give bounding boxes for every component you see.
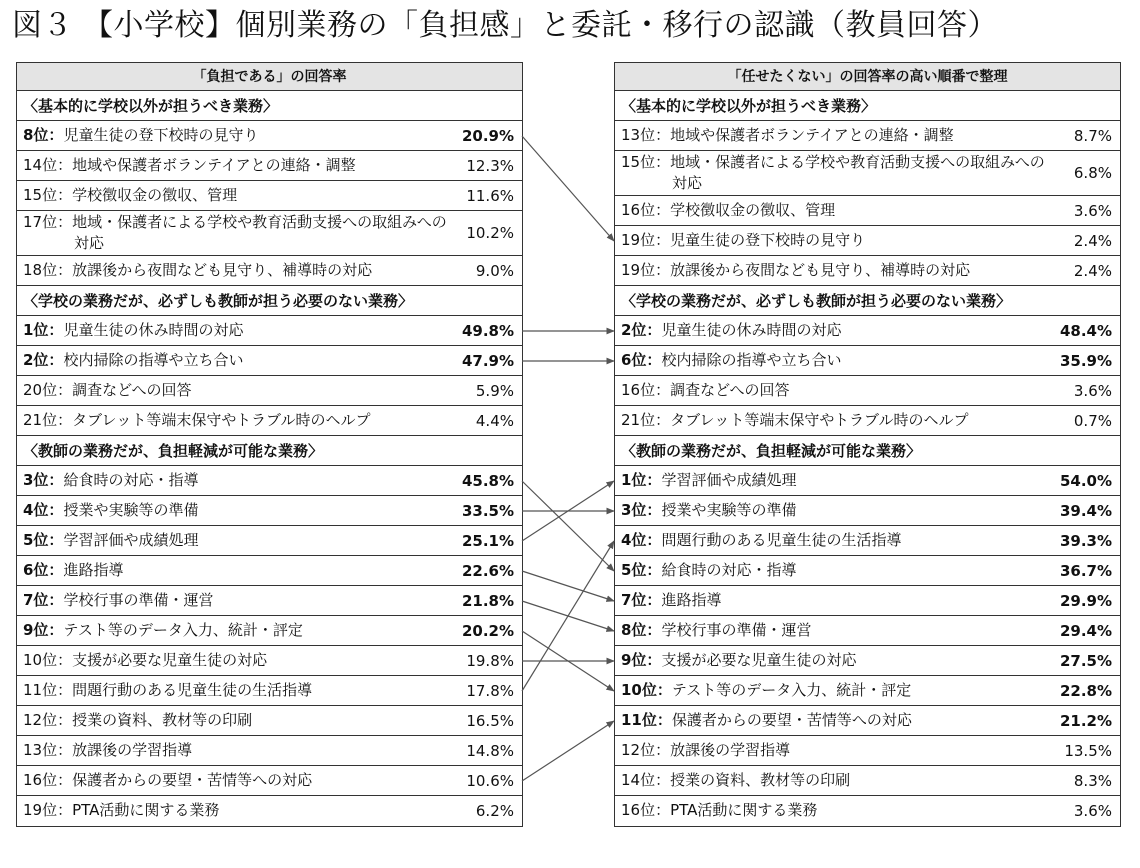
table-row — [17, 766, 522, 796]
task-label: 児童生徒の登下校時の見守り — [670, 231, 866, 249]
table-row — [615, 586, 1120, 616]
percent-value: 21.2% — [1059, 712, 1112, 730]
table-row — [17, 586, 522, 616]
task-label: 児童生徒の休み時間の対応 — [661, 321, 842, 339]
task-label: 給食時の対応・指導 — [63, 471, 199, 489]
percent-value: 36.7% — [1059, 562, 1112, 580]
percent-value: 20.2% — [461, 622, 514, 640]
task-label: 放課後の学習指導 — [72, 741, 193, 759]
percent-value: 3.6% — [1073, 382, 1112, 400]
percent-value: 29.9% — [1059, 592, 1112, 610]
task-label: 学校行事の準備・運営 — [63, 591, 214, 609]
rank-label: 16位： — [621, 381, 671, 399]
rank-label: 16位： — [23, 771, 73, 789]
rank-label: 13位： — [23, 741, 73, 759]
table-row — [17, 736, 522, 766]
task-label: 進路指導 — [661, 591, 722, 609]
rank-label: 8位： — [23, 126, 64, 144]
task-label: タブレット等端末保守やトラブル時のヘルプ — [670, 411, 969, 429]
table-row — [17, 151, 522, 181]
rank-label: 11位： — [621, 711, 672, 729]
table-row — [615, 496, 1120, 526]
table-row — [615, 736, 1120, 766]
table-row — [615, 196, 1120, 226]
table-row — [17, 346, 522, 376]
rank-label: 15位： — [23, 186, 73, 204]
rank-change-arrow — [522, 721, 614, 781]
task-label: 問題行動のある児童生徒の生活指導 — [661, 531, 902, 549]
rank-label: 3位： — [23, 471, 64, 489]
rank-label: 7位： — [23, 591, 64, 609]
left-section-header: 〈基本的に学校以外が担うべき業務〉 — [17, 91, 522, 121]
task-label: テスト等のデータ入力、統計・評定 — [671, 681, 912, 699]
rank-label: 16位： — [621, 801, 671, 819]
table-row — [615, 796, 1120, 826]
task-label: 地域や保護者ボランテイアとの連絡・調整 — [670, 126, 954, 144]
percent-value: 21.8% — [461, 592, 514, 610]
percent-value: 10.2% — [466, 224, 514, 242]
percent-value: 9.0% — [475, 262, 514, 280]
task-label: 保護者からの要望・苦情等への対応 — [671, 711, 912, 729]
table-row — [17, 406, 522, 436]
task-label: 校内掃除の指導や立ち合い — [661, 351, 842, 369]
rank-change-arrow — [522, 136, 614, 241]
percent-value: 3.6% — [1073, 802, 1112, 820]
table-row — [17, 706, 522, 736]
right-section-header: 〈学校の業務だが、必ずしも教師が担う必要のない業務〉 — [615, 286, 1120, 316]
rank-label: 12位： — [23, 711, 73, 729]
task-label: 支援が必要な児童生徒の対応 — [72, 651, 268, 669]
task-label: 学校徴収金の徴収、管理 — [72, 186, 238, 204]
table-row — [17, 466, 522, 496]
task-label: 授業の資料、教材等の印刷 — [72, 711, 253, 729]
percent-value: 2.4% — [1073, 232, 1112, 250]
task-label: 児童生徒の登下校時の見守り — [63, 126, 259, 144]
task-label: 授業や実験等の準備 — [661, 501, 797, 519]
percent-value: 8.7% — [1073, 127, 1112, 145]
task-label: PTA活動に関する業務 — [72, 801, 220, 819]
rank-label: 11位： — [23, 681, 73, 699]
rank-label: 15位： — [621, 153, 671, 171]
rank-label: 18位： — [23, 261, 73, 279]
percent-value: 48.4% — [1059, 322, 1112, 340]
percent-value: 39.4% — [1059, 502, 1112, 520]
rank-label: 20位： — [23, 381, 73, 399]
task-label: 調査などへの回答 — [72, 381, 192, 399]
percent-value: 54.0% — [1059, 472, 1112, 490]
table-row — [17, 616, 522, 646]
task-label: 保護者からの要望・苦情等への対応 — [72, 771, 313, 789]
percent-value: 49.8% — [461, 322, 514, 340]
table-row — [17, 496, 522, 526]
percent-value: 17.8% — [466, 682, 514, 700]
task-label: 進路指導 — [63, 561, 124, 579]
task-label: PTA活動に関する業務 — [670, 801, 818, 819]
task-label: 放課後から夜間なども見守り、補導時の対応 — [72, 261, 373, 279]
rank-label: 17位： — [23, 213, 73, 231]
task-label: 校内掃除の指導や立ち合い — [63, 351, 244, 369]
left-table-header: 「負担である」の回答率 — [17, 63, 522, 91]
rank-change-arrow — [522, 601, 614, 631]
figure-title: 図３ 【小学校】個別業務の「負担感」と委託・移行の認識（教員回答） — [12, 8, 999, 43]
rank-label: 4位： — [621, 531, 662, 549]
task-label: 学校行事の準備・運営 — [661, 621, 812, 639]
percent-value: 33.5% — [461, 502, 514, 520]
table-row — [17, 181, 522, 211]
percent-value: 6.2% — [475, 802, 514, 820]
rank-label: 1位： — [23, 321, 64, 339]
percent-value: 27.5% — [1059, 652, 1112, 670]
table-row — [615, 526, 1120, 556]
percent-value: 12.3% — [466, 157, 514, 175]
percent-value: 22.8% — [1059, 682, 1112, 700]
task-label: タブレット等端末保守やトラブル時のヘルプ — [72, 411, 371, 429]
percent-value: 35.9% — [1059, 352, 1112, 370]
table-row — [17, 211, 522, 256]
task-label: 支援が必要な児童生徒の対応 — [661, 651, 857, 669]
rank-label: 13位： — [621, 126, 671, 144]
percent-value: 2.4% — [1073, 262, 1112, 280]
rank-label: 3位： — [621, 501, 662, 519]
rank-change-arrow — [522, 571, 614, 601]
percent-value: 20.9% — [461, 127, 514, 145]
task-label: 調査などへの回答 — [670, 381, 790, 399]
task-label: 放課後から夜間なども見守り、補導時の対応 — [670, 261, 971, 279]
task-label: 授業の資料、教材等の印刷 — [670, 771, 851, 789]
task-label: テスト等のデータ入力、統計・評定 — [63, 621, 303, 639]
rank-label: 16位： — [621, 201, 671, 219]
percent-value: 19.8% — [466, 652, 514, 670]
table-row — [615, 151, 1120, 196]
table-row — [17, 376, 522, 406]
table-row — [17, 121, 522, 151]
task-label: 地域・保護者による学校や教育活動支援への取組みへの対応 — [72, 213, 447, 252]
rank-label: 19位： — [621, 231, 671, 249]
task-label: 放課後の学習指導 — [670, 741, 791, 759]
left-section-header: 〈教師の業務だが、負担軽減が可能な業務〉 — [17, 436, 522, 466]
rank-change-arrow — [522, 481, 614, 571]
table-row — [615, 616, 1120, 646]
task-label: 授業や実験等の準備 — [63, 501, 199, 519]
task-label: 地域や保護者ボランテイアとの連絡・調整 — [72, 156, 356, 174]
table-row — [615, 346, 1120, 376]
rank-change-arrow — [522, 481, 614, 541]
rank-label: 19位： — [621, 261, 671, 279]
percent-value: 29.4% — [1059, 622, 1112, 640]
table-row — [615, 646, 1120, 676]
rank-label: 19位： — [23, 801, 73, 819]
rank-label: 5位： — [23, 531, 64, 549]
table-row — [17, 526, 522, 556]
rank-label: 9位： — [23, 621, 64, 639]
table-row — [615, 766, 1120, 796]
table-row — [17, 556, 522, 586]
table-row — [615, 226, 1120, 256]
percent-value: 0.7% — [1073, 412, 1112, 430]
table-row — [17, 256, 522, 286]
rank-label: 6位： — [23, 561, 64, 579]
percent-value: 16.5% — [466, 712, 514, 730]
rank-label: 6位： — [621, 351, 662, 369]
rank-label: 2位： — [23, 351, 64, 369]
rank-label: 8位： — [621, 621, 662, 639]
percent-value: 22.6% — [461, 562, 514, 580]
left-table-burden — [16, 62, 523, 827]
percent-value: 4.4% — [475, 412, 514, 430]
rank-label: 1位： — [621, 471, 662, 489]
percent-value: 8.3% — [1073, 772, 1112, 790]
right-section-header: 〈教師の業務だが、負担軽減が可能な業務〉 — [615, 436, 1120, 466]
rank-label: 21位： — [621, 411, 671, 429]
left-section-header: 〈学校の業務だが、必ずしも教師が担う必要のない業務〉 — [17, 286, 522, 316]
percent-value: 5.9% — [475, 382, 514, 400]
rank-label: 14位： — [23, 156, 73, 174]
table-row — [615, 706, 1120, 736]
right-section-header: 〈基本的に学校以外が担うべき業務〉 — [615, 91, 1120, 121]
rank-label: 14位： — [621, 771, 671, 789]
right-table-header: 「任せたくない」の回答率の高い順番で整理 — [615, 63, 1120, 91]
task-label: 給食時の対応・指導 — [661, 561, 797, 579]
rank-label: 21位： — [23, 411, 73, 429]
rank-label: 9位： — [621, 651, 662, 669]
task-label: 問題行動のある児童生徒の生活指導 — [72, 681, 313, 699]
rank-label: 12位： — [621, 741, 671, 759]
task-label: 学習評価や成績処理 — [661, 471, 797, 489]
percent-value: 14.8% — [466, 742, 514, 760]
percent-value: 25.1% — [461, 532, 514, 550]
rank-label: 5位： — [621, 561, 662, 579]
rank-label: 4位： — [23, 501, 64, 519]
right-table-not-delegate — [614, 62, 1121, 827]
rank-change-arrow — [522, 631, 614, 691]
rank-label: 10位： — [621, 681, 672, 699]
rank-label: 7位： — [621, 591, 662, 609]
table-row — [17, 316, 522, 346]
table-row — [615, 676, 1120, 706]
percent-value: 13.5% — [1064, 742, 1112, 760]
percent-value: 3.6% — [1073, 202, 1112, 220]
table-row — [615, 556, 1120, 586]
table-row — [615, 376, 1120, 406]
table-row — [17, 646, 522, 676]
rank-label: 2位： — [621, 321, 662, 339]
table-row — [17, 796, 522, 826]
table-row — [17, 676, 522, 706]
task-label: 児童生徒の休み時間の対応 — [63, 321, 244, 339]
task-label: 学校徴収金の徴収、管理 — [670, 201, 836, 219]
percent-value: 11.6% — [466, 187, 514, 205]
percent-value: 45.8% — [461, 472, 514, 490]
table-row — [615, 406, 1120, 436]
table-row — [615, 316, 1120, 346]
percent-value: 10.6% — [466, 772, 514, 790]
table-row — [615, 466, 1120, 496]
rank-label: 10位： — [23, 651, 73, 669]
table-row — [615, 256, 1120, 286]
percent-value: 39.3% — [1059, 532, 1112, 550]
table-row — [615, 121, 1120, 151]
task-label: 学習評価や成績処理 — [63, 531, 199, 549]
task-label: 地域・保護者による学校や教育活動支援への取組みへの対応 — [670, 153, 1045, 192]
percent-value: 6.8% — [1073, 164, 1112, 182]
percent-value: 47.9% — [461, 352, 514, 370]
rank-change-arrow — [522, 541, 614, 691]
